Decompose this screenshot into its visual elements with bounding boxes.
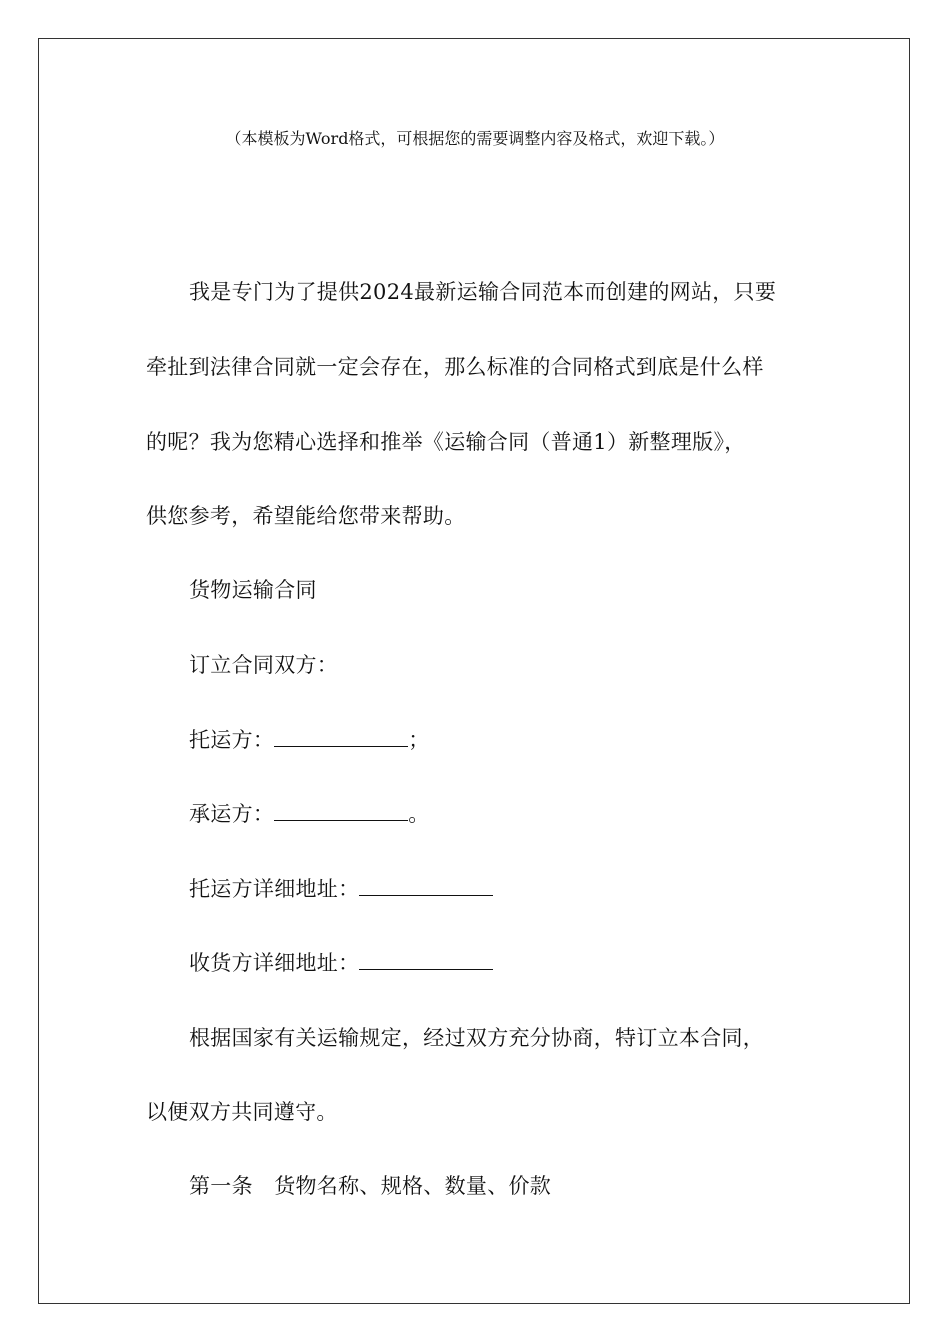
intro-line-4: 供您参考，希望能给您带来帮助。 [146,504,466,528]
intro-line-1: 我是专门为了提供2024最新运输合同范本而创建的网站，只要 [189,280,777,304]
carrier-end: 。 [408,802,430,826]
consignee-address-label: 收货方详细地址： [189,951,360,975]
carrier-blank [274,802,408,821]
basis-line-2: 以便双方共同遵守。 [146,1100,338,1124]
template-note: （本模板为Word格式，可根据您的需要调整内容及格式，欢迎下载。） [225,129,725,148]
shipper-address-line [189,873,493,903]
parties-heading: 订立合同双方： [189,653,339,677]
article-1-heading: 第一条 货物名称、规格、数量、价款 [189,1174,552,1198]
shipper-end: ； [408,728,430,752]
intro-line-3: 的呢？我为您精心选择和推举《运输合同（普通1）新整理版》， [146,430,746,454]
shipper-address-label: 托运方详细地址： [189,877,360,901]
intro-line-2: 牵扯到法律合同就一定会存在，那么标准的合同格式到底是什么样 [146,355,764,379]
contract-title: 货物运输合同 [189,578,317,602]
shipper-blank [274,728,408,747]
shipper-address-blank [359,877,493,896]
consignee-address-blank [359,951,493,970]
basis-line-1: 根据国家有关运输规定，经过双方充分协商，特订立本合同， [189,1026,765,1050]
carrier-line [189,798,430,828]
shipper-label: 托运方： [189,728,275,752]
shipper-line [189,724,430,754]
consignee-address-line [189,947,493,977]
carrier-label: 承运方： [189,802,275,826]
